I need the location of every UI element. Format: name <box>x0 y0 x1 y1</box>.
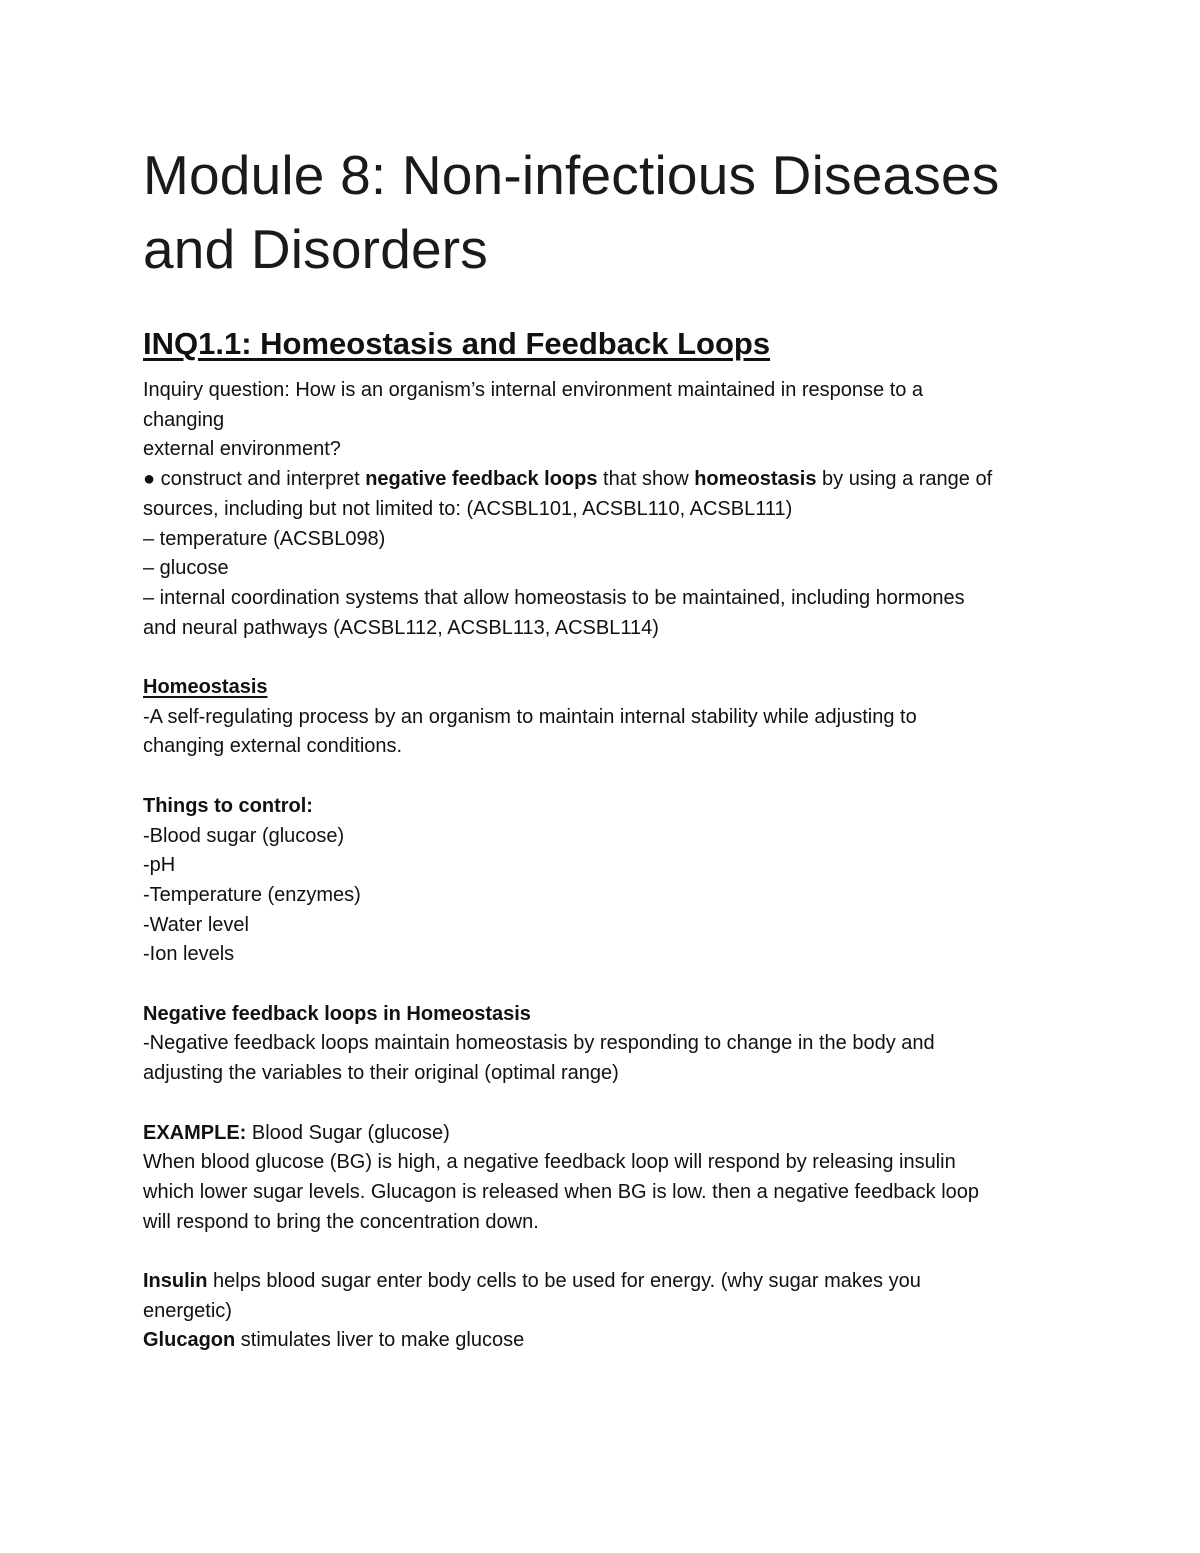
inquiry-line-1: Inquiry question: How is an organism’s internal environment maintained in response to a <box>143 379 924 401</box>
negative-feedback-text: -Negative feedback loops maintain homeostasis by responding to change in the body and <box>143 1032 935 1055</box>
control-item: -pH <box>143 854 176 877</box>
bullet-line-1 <box>143 465 1063 495</box>
spacer <box>143 762 1063 792</box>
inquiry-line-2: changing <box>143 408 225 431</box>
insulin-line <box>143 1267 1063 1297</box>
negative-feedback-text: adjusting the variables to their original (optimal range) <box>143 1062 619 1085</box>
section-heading: INQ1.1: Homeostasis and Feedback Loops <box>143 326 771 361</box>
bullet-prefix: ● construct and interpret <box>143 468 366 491</box>
dash-item: – internal coordination systems that allow homeostasis to be maintained, including hormones <box>143 586 965 609</box>
document-page <box>143 138 1063 1356</box>
negative-feedback-heading: Negative feedback loops in Homeostasis <box>143 1002 531 1025</box>
example-label: EXAMPLE: <box>143 1121 247 1144</box>
bullet-line-2: sources, including but not limited to: (ACSBL101, ACSBL110, ACSBL111) <box>143 497 793 520</box>
insulin-term: Insulin <box>143 1270 208 1293</box>
page-title: Module 8: Non-infectious Diseases and Disorders <box>143 144 1000 280</box>
example-topic: Blood Sugar (glucose) <box>246 1121 450 1144</box>
example-text: which lower sugar levels. Glucagon is released when BG is low. then a negative feedback loop <box>143 1180 980 1203</box>
homeostasis-definition: -A self-regulating process by an organism to maintain internal stability while adjusting to <box>143 705 917 728</box>
bullet-mid: that show <box>597 468 695 491</box>
dash-item: and neural pathways (ACSBL112, ACSBL113, ACSBL114) <box>143 616 659 639</box>
spacer <box>143 1089 1063 1119</box>
example-heading <box>143 1119 1063 1149</box>
control-item: -Ion levels <box>143 943 235 966</box>
example-text: will respond to bring the concentration down. <box>143 1210 539 1233</box>
bold-negative-feedback-loops: negative feedback loops <box>365 468 598 491</box>
homeostasis-definition: changing external conditions. <box>143 735 403 758</box>
glucagon-text: stimulates liver to make glucose <box>235 1329 525 1352</box>
control-item: -Blood sugar (glucose) <box>143 824 345 847</box>
bold-homeostasis: homeostasis <box>694 468 817 491</box>
dash-item: – glucose <box>143 557 229 580</box>
spacer <box>143 643 1063 673</box>
bullet-suffix: by using a range of <box>816 468 993 491</box>
dash-item: – temperature (ACSBL098) <box>143 527 386 550</box>
spacer <box>143 970 1063 1000</box>
inquiry-line-3: external environment? <box>143 438 341 461</box>
spacer <box>143 1237 1063 1267</box>
insulin-text: helps blood sugar enter body cells to be used for energy. (why sugar makes you <box>207 1270 921 1293</box>
homeostasis-heading: Homeostasis <box>143 676 268 699</box>
control-item: -Water level <box>143 913 249 936</box>
insulin-line-2: energetic) <box>143 1299 232 1322</box>
glucagon-term: Glucagon <box>143 1329 236 1352</box>
example-text: When blood glucose (BG) is high, a negative feedback loop will respond by releasing insulin <box>143 1151 956 1174</box>
glucagon-line <box>143 1326 1063 1356</box>
control-item: -Temperature (enzymes) <box>143 883 361 906</box>
control-heading: Things to control: <box>143 794 313 817</box>
